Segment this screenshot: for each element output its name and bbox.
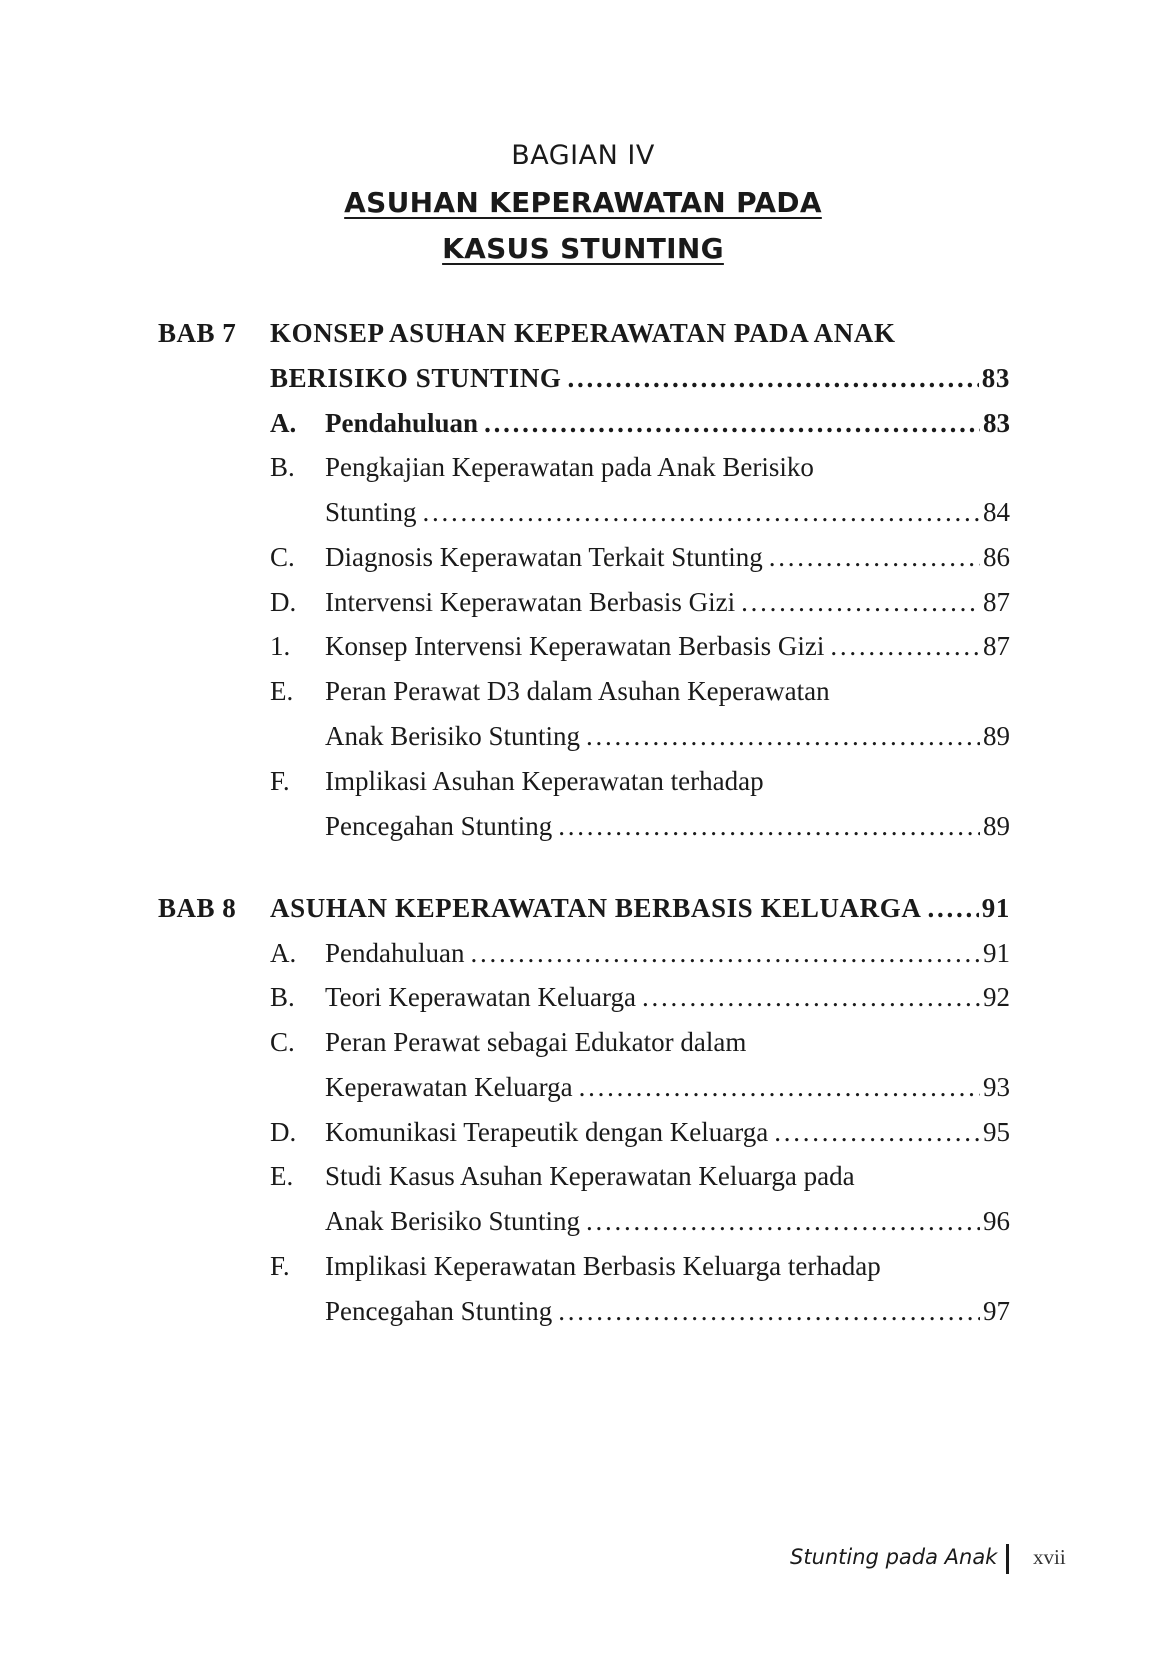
page-number: 95 <box>983 1117 1010 1147</box>
section-letter: A. <box>270 938 297 968</box>
part-title-line-1 <box>0 186 1166 219</box>
leader-dots <box>927 888 978 928</box>
section-title: Implikasi Asuhan Keperawatan terhadap <box>325 766 764 796</box>
page-number: 97 <box>983 1296 1010 1326</box>
toc-entry-continuation[interactable] <box>0 492 1166 532</box>
toc-entry-continuation[interactable] <box>0 1067 1166 1107</box>
chapter-title-line-1 <box>270 313 1010 353</box>
leader-dots <box>558 806 980 846</box>
chapter-title-text: BERISIKO STUNTING <box>270 363 562 393</box>
page-number: 91 <box>981 893 1010 923</box>
section-title: Pengkajian Keperawatan pada Anak Berisiko <box>325 452 814 482</box>
section-letter: A. <box>270 408 297 438</box>
chapter-label: BAB 8 <box>158 893 237 923</box>
section-letter: E. <box>270 1161 294 1191</box>
leader-dots <box>830 626 980 666</box>
page-number: 89 <box>983 721 1010 751</box>
section-title: Anak Berisiko Stunting <box>325 721 580 751</box>
chapter-title-line-2 <box>270 358 1010 398</box>
section-title: Pencegahan Stunting <box>325 1296 553 1326</box>
toc-entry-continuation[interactable] <box>0 1201 1166 1241</box>
toc-entry[interactable] <box>0 447 1166 487</box>
leader-dots <box>579 1067 980 1107</box>
toc-entry[interactable] <box>0 1022 1166 1062</box>
section-letter: E. <box>270 676 294 706</box>
section-letter: B. <box>270 982 295 1012</box>
toc-entry-continuation[interactable] <box>0 806 1166 846</box>
chapter-title-text: KONSEP ASUHAN KEPERAWATAN PADA ANAK <box>270 318 896 348</box>
toc-entry[interactable] <box>0 582 1166 622</box>
toc-entry[interactable] <box>0 537 1166 577</box>
section-title: Pencegahan Stunting <box>325 811 553 841</box>
toc-entry[interactable] <box>0 933 1166 973</box>
section-letter: F. <box>270 1251 290 1281</box>
leader-dots <box>423 492 980 532</box>
section-letter: C. <box>270 1027 295 1057</box>
leader-dots <box>769 537 980 577</box>
leader-dots <box>568 358 979 398</box>
footer-page-number: xvii <box>1033 1545 1066 1569</box>
page-number: 93 <box>983 1072 1010 1102</box>
section-title: Keperawatan Keluarga <box>325 1072 573 1102</box>
chapter-label: BAB 7 <box>158 318 237 348</box>
toc-entry[interactable] <box>0 403 1166 443</box>
section-title: Peran Perawat D3 dalam Asuhan Keperawatan <box>325 676 830 706</box>
leader-dots <box>774 1112 980 1152</box>
leader-dots <box>642 977 980 1017</box>
section-letter: B. <box>270 452 295 482</box>
running-footer-title: Stunting pada Anak <box>790 1545 998 1569</box>
toc-entry[interactable] <box>0 358 1166 398</box>
page-number: 86 <box>983 542 1010 572</box>
page-number: 84 <box>983 497 1010 527</box>
toc-entry[interactable] <box>0 671 1166 711</box>
part-label: BAGIAN IV <box>511 140 655 171</box>
leader-dots <box>484 403 980 443</box>
part-title-text-1: ASUHAN KEPERAWATAN PADA <box>344 186 822 219</box>
leader-dots <box>741 582 980 622</box>
section-letter: D. <box>270 587 297 617</box>
section-title: Studi Kasus Asuhan Keperawatan Keluarga pada <box>325 1161 855 1191</box>
section-letter: C. <box>270 542 295 572</box>
section-title: Anak Berisiko Stunting <box>325 1206 580 1236</box>
section-letter: 1. <box>270 631 291 661</box>
page-number: 96 <box>983 1206 1010 1236</box>
toc-entry-continuation[interactable] <box>0 716 1166 756</box>
footer-divider <box>1006 1544 1009 1574</box>
chapter-title-text: ASUHAN KEPERAWATAN BERBASIS KELUARGA <box>270 893 922 923</box>
page-number: 91 <box>983 938 1010 968</box>
toc-entry[interactable] <box>0 1246 1166 1286</box>
section-title: Konsep Intervensi Keperawatan Berbasis Gizi <box>325 631 825 661</box>
section-title: Teori Keperawatan Keluarga <box>325 982 636 1012</box>
part-title-text-2: KASUS STUNTING <box>442 232 724 265</box>
toc-entry[interactable] <box>0 626 1166 666</box>
section-title: Pendahuluan <box>325 938 465 968</box>
toc-entry[interactable] <box>0 761 1166 801</box>
page-number: 89 <box>983 811 1010 841</box>
section-title: Implikasi Keperawatan Berbasis Keluarga terhadap <box>325 1251 881 1281</box>
section-title: Komunikasi Terapeutik dengan Keluarga <box>325 1117 769 1147</box>
page-number: 83 <box>983 408 1010 438</box>
page-number: 83 <box>981 363 1010 393</box>
section-title: Diagnosis Keperawatan Terkait Stunting <box>325 542 763 572</box>
page-number: 92 <box>983 982 1010 1012</box>
leader-dots <box>586 716 980 756</box>
toc-entry[interactable] <box>0 1112 1166 1152</box>
toc-entry-continuation[interactable] <box>0 1291 1166 1331</box>
chapter-7-heading <box>0 313 1166 353</box>
section-title: Stunting <box>325 497 417 527</box>
toc-entry[interactable] <box>0 1156 1166 1196</box>
leader-dots <box>470 933 980 973</box>
section-title: Peran Perawat sebagai Edukator dalam <box>325 1027 747 1057</box>
leader-dots <box>586 1201 980 1241</box>
section-letter: F. <box>270 766 290 796</box>
section-title: Intervensi Keperawatan Berbasis Gizi <box>325 587 736 617</box>
page-number: 87 <box>983 587 1010 617</box>
page-number: 87 <box>983 631 1010 661</box>
part-title-line-2 <box>0 232 1166 265</box>
leader-dots <box>558 1291 980 1331</box>
toc-entry[interactable] <box>0 977 1166 1017</box>
section-title: Pendahuluan <box>325 408 479 438</box>
section-letter: D. <box>270 1117 297 1147</box>
chapter-8-heading[interactable] <box>0 888 1166 928</box>
